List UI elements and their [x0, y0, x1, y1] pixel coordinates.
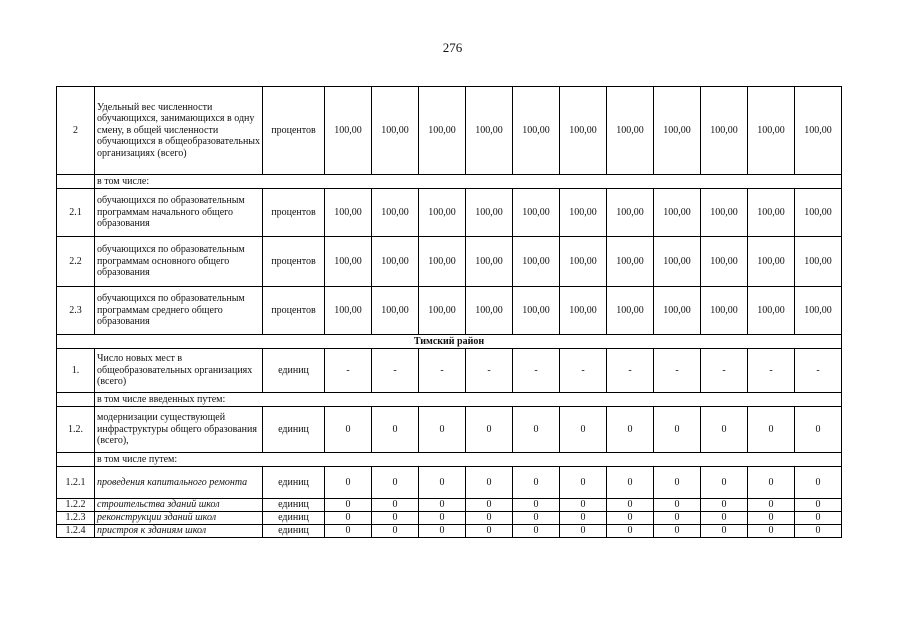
table-row	[57, 237, 842, 287]
value-cell: 100,00	[748, 87, 795, 175]
value-cell: 0	[795, 512, 842, 525]
value-cell: 100,00	[748, 189, 795, 237]
value-cell: 100,00	[419, 237, 466, 287]
value-cell: -	[325, 349, 372, 393]
unit-cell: процентов	[263, 87, 325, 175]
row-number: 2.3	[57, 287, 95, 335]
value-cell: 100,00	[325, 287, 372, 335]
unit-cell: единиц	[263, 512, 325, 525]
value-cell: 100,00	[701, 189, 748, 237]
unit-cell: единиц	[263, 349, 325, 393]
indicator-name: пристроя к зданиям школ	[95, 525, 263, 538]
value-cell: 0	[795, 525, 842, 538]
row-number: 2.1	[57, 189, 95, 237]
row-number: 1.2.4	[57, 525, 95, 538]
value-cell: 100,00	[513, 287, 560, 335]
value-cell: 100,00	[466, 237, 513, 287]
value-cell: -	[654, 349, 701, 393]
subheading-text: в том числе путем:	[95, 453, 842, 467]
value-cell: 100,00	[372, 189, 419, 237]
value-cell: 0	[513, 499, 560, 512]
value-cell: 0	[748, 525, 795, 538]
value-cell: 100,00	[513, 237, 560, 287]
table-row	[57, 287, 842, 335]
value-cell: 100,00	[372, 287, 419, 335]
value-cell: 0	[466, 512, 513, 525]
value-cell: -	[419, 349, 466, 393]
indicator-name: обучающихся по образовательным программам среднего общего образования	[95, 287, 263, 335]
unit-cell: процентов	[263, 287, 325, 335]
value-cell: 0	[701, 467, 748, 499]
value-cell: 100,00	[701, 87, 748, 175]
value-cell: 100,00	[466, 189, 513, 237]
value-cell: 0	[419, 499, 466, 512]
value-cell: 100,00	[560, 189, 607, 237]
unit-cell: процентов	[263, 237, 325, 287]
indicator-name: Удельный вес численности обучающихся, занимающихся в одну смену, в общей численности обучающихся в общеобразовательных организациях (всего)	[95, 87, 263, 175]
unit-cell: единиц	[263, 499, 325, 512]
value-cell: 0	[466, 467, 513, 499]
value-cell: 0	[701, 525, 748, 538]
value-cell: -	[560, 349, 607, 393]
table-row	[57, 467, 842, 499]
value-cell: 100,00	[372, 87, 419, 175]
value-cell: 100,00	[795, 287, 842, 335]
table-row	[57, 407, 842, 453]
indicator-name: модернизации существующей инфраструктуры общего образования (всего),	[95, 407, 263, 453]
value-cell: -	[795, 349, 842, 393]
indicator-name: проведения капитального ремонта	[95, 467, 263, 499]
value-cell: 100,00	[513, 87, 560, 175]
value-cell: 100,00	[372, 237, 419, 287]
value-cell: 100,00	[654, 287, 701, 335]
value-cell: 0	[419, 467, 466, 499]
value-cell: 0	[795, 499, 842, 512]
value-cell: 0	[419, 512, 466, 525]
section-title: Тимский район	[57, 335, 842, 349]
value-cell: 0	[325, 525, 372, 538]
table-row	[57, 499, 842, 512]
value-cell: 0	[748, 407, 795, 453]
subheading-row	[57, 453, 842, 467]
value-cell: 100,00	[419, 189, 466, 237]
value-cell: 0	[513, 525, 560, 538]
unit-cell: единиц	[263, 467, 325, 499]
value-cell: 100,00	[466, 87, 513, 175]
value-cell: 0	[654, 512, 701, 525]
value-cell: 0	[654, 467, 701, 499]
empty-cell	[57, 175, 95, 189]
value-cell: 0	[654, 525, 701, 538]
value-cell: -	[748, 349, 795, 393]
value-cell: 0	[560, 407, 607, 453]
value-cell: 100,00	[560, 287, 607, 335]
row-number: 1.2.1	[57, 467, 95, 499]
value-cell: 100,00	[607, 237, 654, 287]
value-cell: -	[513, 349, 560, 393]
value-cell: 100,00	[748, 287, 795, 335]
value-cell: 0	[325, 407, 372, 453]
value-cell: 0	[701, 407, 748, 453]
unit-cell: единиц	[263, 525, 325, 538]
indicator-name: обучающихся по образовательным программам основного общего образования	[95, 237, 263, 287]
value-cell: 100,00	[560, 87, 607, 175]
row-number: 1.2.	[57, 407, 95, 453]
indicator-name: реконструкции зданий школ	[95, 512, 263, 525]
subheading-text: в том числе введенных путем:	[95, 393, 842, 407]
value-cell: 100,00	[795, 87, 842, 175]
value-cell: -	[607, 349, 654, 393]
value-cell: 0	[419, 525, 466, 538]
value-cell: 100,00	[325, 189, 372, 237]
value-cell: 0	[607, 467, 654, 499]
value-cell: 0	[372, 467, 419, 499]
value-cell: 100,00	[560, 237, 607, 287]
row-number: 1.	[57, 349, 95, 393]
value-cell: 0	[607, 407, 654, 453]
value-cell: 0	[466, 407, 513, 453]
table-row	[57, 189, 842, 237]
value-cell: 0	[795, 407, 842, 453]
value-cell: 0	[372, 407, 419, 453]
value-cell: 100,00	[701, 287, 748, 335]
value-cell: 100,00	[419, 87, 466, 175]
subheading-row	[57, 393, 842, 407]
row-number: 2.2	[57, 237, 95, 287]
row-number: 1.2.3	[57, 512, 95, 525]
table-row	[57, 512, 842, 525]
value-cell: 0	[513, 467, 560, 499]
unit-cell: единиц	[263, 407, 325, 453]
value-cell: 100,00	[795, 237, 842, 287]
value-cell: 100,00	[654, 237, 701, 287]
value-cell: 0	[607, 512, 654, 525]
indicator-name: Число новых мест в общеобразовательных организациях (всего)	[95, 349, 263, 393]
value-cell: -	[372, 349, 419, 393]
empty-cell	[57, 453, 95, 467]
section-row	[57, 335, 842, 349]
value-cell: 0	[654, 407, 701, 453]
empty-cell	[57, 393, 95, 407]
value-cell: 100,00	[325, 237, 372, 287]
table-row	[57, 87, 842, 175]
value-cell: 100,00	[325, 87, 372, 175]
value-cell: 0	[513, 512, 560, 525]
value-cell: 0	[560, 512, 607, 525]
value-cell: 100,00	[607, 287, 654, 335]
value-cell: 0	[560, 467, 607, 499]
value-cell: 100,00	[419, 287, 466, 335]
value-cell: 100,00	[607, 87, 654, 175]
value-cell: 100,00	[607, 189, 654, 237]
value-cell: 0	[701, 512, 748, 525]
value-cell: 0	[372, 512, 419, 525]
value-cell: 100,00	[795, 189, 842, 237]
value-cell: 0	[372, 525, 419, 538]
value-cell: 0	[654, 499, 701, 512]
row-number: 1.2.2	[57, 499, 95, 512]
value-cell: 0	[325, 499, 372, 512]
table-row	[57, 525, 842, 538]
value-cell: 0	[748, 467, 795, 499]
subheading-row	[57, 175, 842, 189]
value-cell: 0	[466, 499, 513, 512]
value-cell: -	[466, 349, 513, 393]
indicators-table	[56, 86, 842, 538]
value-cell: 100,00	[466, 287, 513, 335]
value-cell: 0	[748, 499, 795, 512]
indicator-name: строительства зданий школ	[95, 499, 263, 512]
unit-cell: процентов	[263, 189, 325, 237]
row-number: 2	[57, 87, 95, 175]
indicator-name: обучающихся по образовательным программам начального общего образования	[95, 189, 263, 237]
value-cell: 100,00	[513, 189, 560, 237]
value-cell: 0	[607, 499, 654, 512]
value-cell: 0	[325, 512, 372, 525]
value-cell: -	[701, 349, 748, 393]
value-cell: 100,00	[701, 237, 748, 287]
value-cell: 100,00	[654, 87, 701, 175]
table-row	[57, 349, 842, 393]
value-cell: 100,00	[748, 237, 795, 287]
value-cell: 100,00	[654, 189, 701, 237]
value-cell: 0	[560, 499, 607, 512]
value-cell: 0	[419, 407, 466, 453]
value-cell: 0	[560, 525, 607, 538]
value-cell: 0	[325, 467, 372, 499]
value-cell: 0	[372, 499, 419, 512]
value-cell: 0	[466, 525, 513, 538]
value-cell: 0	[748, 512, 795, 525]
subheading-text: в том числе:	[95, 175, 842, 189]
value-cell: 0	[607, 525, 654, 538]
page-number: 276	[442, 40, 463, 55]
value-cell: 0	[513, 407, 560, 453]
value-cell: 0	[701, 499, 748, 512]
value-cell: 0	[795, 467, 842, 499]
